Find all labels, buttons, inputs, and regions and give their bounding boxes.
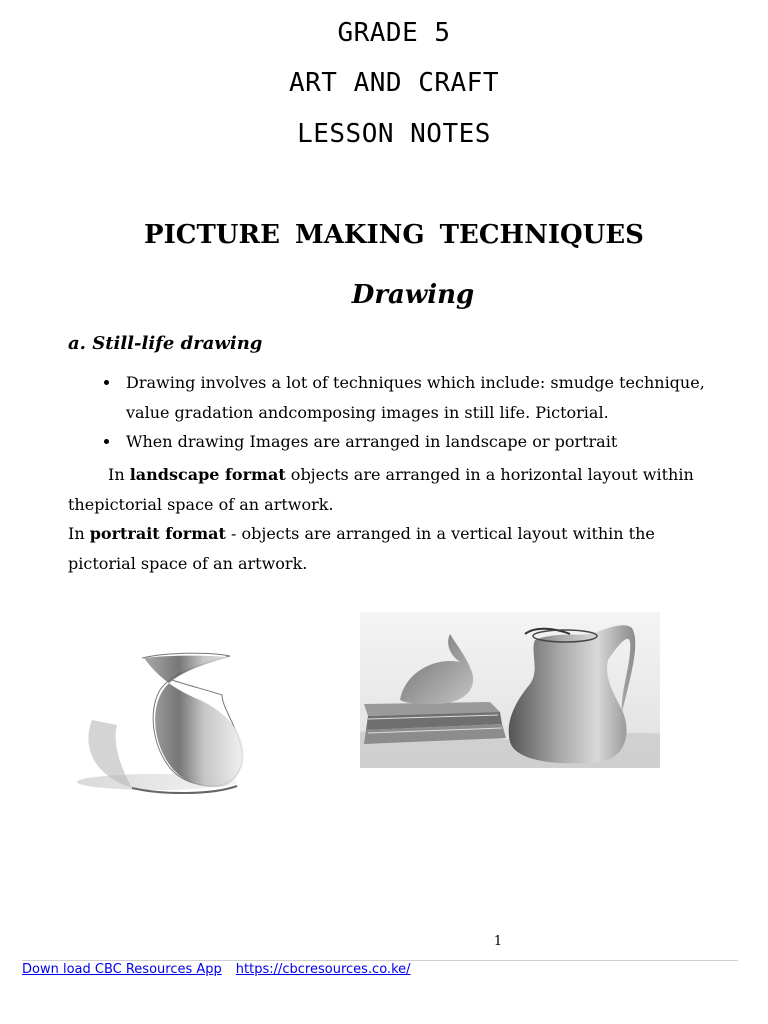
- landscape-paragraph: [68, 460, 718, 519]
- bullet-icon: [104, 380, 109, 385]
- still-life-sketch-image: [360, 612, 660, 768]
- topic-subtitle: Drawing: [351, 280, 475, 310]
- paragraph-text: objects are arranged in a horizontal layout within thepictorial space of an artwork.: [68, 465, 694, 514]
- list-item: [104, 427, 724, 457]
- subject-heading: ART AND CRAFT: [289, 68, 499, 98]
- paragraph-prefix: In: [68, 524, 90, 543]
- landscape-term: landscape format: [129, 465, 286, 484]
- website-link[interactable]: https://cbcresources.co.ke/: [235, 962, 411, 977]
- footer: [22, 962, 411, 977]
- page-title: PICTURE MAKING TECHNIQUES: [144, 220, 644, 250]
- paragraph-prefix: In: [108, 465, 130, 484]
- doc-type-heading: LESSON NOTES: [297, 119, 491, 149]
- bullet-list: [104, 368, 724, 457]
- paragraph-text: - objects are arranged in a vertical layout within the pictorial space of an artwork.: [68, 524, 655, 573]
- page-number: 1: [493, 934, 503, 949]
- list-item: [104, 368, 724, 427]
- footer-divider: [22, 960, 738, 961]
- vase-sketch-image: [72, 650, 257, 795]
- portrait-paragraph: [68, 519, 718, 578]
- app-download-link[interactable]: Down load CBC Resources App: [22, 962, 222, 977]
- bullet-icon: [104, 439, 109, 444]
- bullet-text: Drawing involves a lot of techniques which include: smudge technique, value gradation andcomposing images in still life. Pictorial.: [126, 373, 705, 422]
- grade-heading: GRADE 5: [337, 18, 451, 48]
- bullet-text: When drawing Images are arranged in landscape or portrait: [126, 432, 618, 451]
- portrait-term: portrait format: [89, 524, 226, 543]
- section-heading: a. Still-life drawing: [68, 333, 263, 354]
